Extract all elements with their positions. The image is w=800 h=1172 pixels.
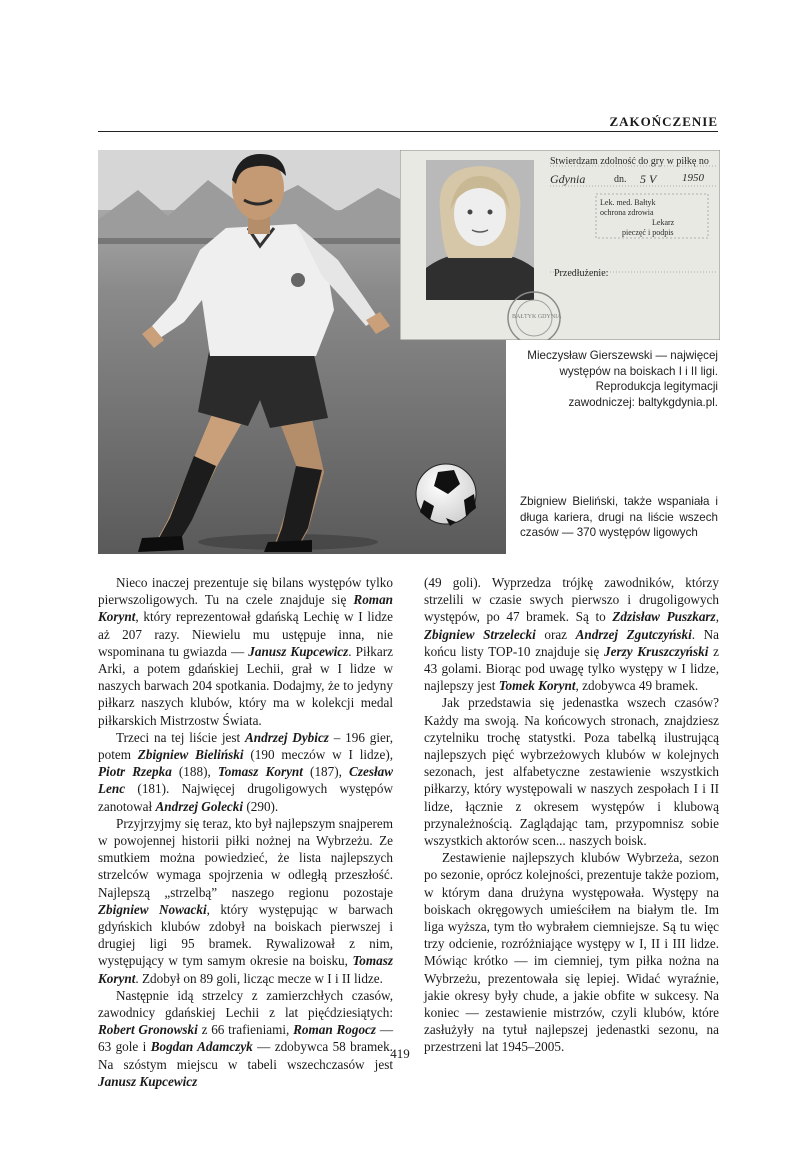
card-caption-line: zawodniczej: baltykgdynia.pl. xyxy=(568,395,718,409)
paragraph: Zestawienie najlepszych klubów Wybrzeża, sezon po sezonie, oprócz kolejności, prezentuje także poziom, w którym dana drużyna występowała. Występy na boiskach okręgowych umieściłem na białym tle. Im liga wyższa, tym tło wybrałem ciemniejsze. Są tu więc trzy odcienie, rozróżniające występy w I, II i III lidze. Mówiąc krótko — im ciemniej, tym piłka nożna na Wybrzeżu, prezentowała się lepiej. Widać wyraźnie, jakie okresy były chude, a jakie obfite w sukcesy. Na koniec — zestawienie mistrzów, czyli klubów, które zasłużyły na tytuł najlepszej jedenastki sezonu, na przestrzeni lat 1945–2005. xyxy=(424,850,719,1055)
card-stamp-1: Lek. med. Bałtyk xyxy=(600,198,656,207)
player-name: Janusz Kupcewicz xyxy=(248,643,349,659)
player-name: Bogdan Adamczyk xyxy=(150,1039,253,1055)
card-seal-text: BAŁTYK GDYNIA xyxy=(512,314,562,320)
paragraph: Przyjrzyjmy się teraz, kto był najlepszym snajperem w powojennej historii piłki nożnej na Wybrzeżu. Ze smutkiem można powiedzieć, że lista najlepszych strzelców wymaga spojrzenia w odległą przeszłość. Najlepszą „strzelbą” naszego regionu pozostaje Zbigniew Nowacki, który występując w barwach gdyńskich klubów zdobył na boiskach pierwszej i drugiej ligi 95 bramek. Rywalizował z nim, występujący w tym samym okresie na boisku, Tomasz Korynt. Zdobył on 89 goli, licząc mecze w I i II lidze. xyxy=(98,815,393,986)
player-name: Tomasz Korynt xyxy=(217,764,303,780)
player-name: Jerzy Kruszczyński xyxy=(604,643,709,659)
header-rule xyxy=(98,131,718,132)
player-name: Tomasz Korynt xyxy=(98,953,393,986)
photo-caption: Zbigniew Bieliński, także wspaniała i długa kariera, drugi na liście wszech czasów — 370 występów ligowych xyxy=(520,495,718,539)
card-dn: dn. xyxy=(614,174,627,185)
paragraph: (49 goli). Wyprzedza trójkę zawodników, którzy strzelili w czasie swych pierwszo i drugoligowych występów, po 47 bramek. Są to Zdzisław Puszkarz, Zbigniew Strzelecki oraz Andrzej Zgutczyński. Na końcu listy TOP-10 znajduje się Jerzy Kruszczyński z 43 golami. Biorąc pod uwagę tylko występy w I lidze, najlepszy jest Tomek Korynt, zdobywca 49 bramek. xyxy=(424,575,720,694)
player-name: Andrzej Dybicz xyxy=(245,729,329,745)
paragraph: Trzeci na tej liście jest Andrzej Dybicz – 196 gier, potem Zbigniew Bieliński (190 meczów w I lidze), Piotr Rzepka (188), Tomasz Korynt (187), Czesław Lenc (181). Najwięcej drugoligowych występów zanotował Andrzej Golecki (290). xyxy=(98,729,394,814)
player-name: Andrzej Zgutczyński xyxy=(575,626,692,642)
player-name: Janusz Kupcewicz xyxy=(98,1073,198,1089)
text-column-right xyxy=(424,574,719,1056)
player-name: Roman Rogocz xyxy=(293,1022,377,1038)
card-stamp-4: pieczęć i podpis xyxy=(622,228,674,237)
text-column-left xyxy=(98,574,393,1090)
running-header: ZAKOŃCZENIE xyxy=(609,114,718,129)
card-line-1: Stwierdzam zdolność do gry w piłkę no xyxy=(550,156,709,167)
player-name: Zbigniew Nowacki xyxy=(98,901,207,917)
card-extension-label: Przedłużenie: xyxy=(554,268,609,279)
card-caption-line: występów na boiskach I i II ligi. xyxy=(559,364,718,378)
card-stamp-3: Lekarz xyxy=(652,218,675,227)
player-name: Czesław Lenc xyxy=(98,764,393,797)
player-name: Zbigniew Strzelecki xyxy=(424,626,536,642)
card-place: Gdynia xyxy=(550,172,586,186)
player-name: Andrzej Golecki xyxy=(155,798,244,814)
page-number: 419 xyxy=(390,1046,410,1061)
player-name: Robert Gronowski xyxy=(98,1022,198,1038)
card-caption-line: Mieczysław Gierszewski — najwięcej xyxy=(527,349,718,362)
player-id-card xyxy=(400,150,720,340)
card-stamp-2: ochrona zdrowia xyxy=(600,208,654,217)
player-name: Tomek Korynt xyxy=(498,678,576,694)
player-name: Zbigniew Bieliński xyxy=(137,747,244,763)
player-name: Zdzisław Puszkarz xyxy=(612,609,716,625)
player-name: Roman Korynt xyxy=(98,592,393,625)
player-name: Piotr Rzepka xyxy=(98,764,172,780)
paragraph: Nieco inaczej prezentuje się bilans występów tylko pierwszoligowych. Tu na czele znajduje się Roman Korynt, który reprezentował gdańską Lechię w I lidze aż 207 razy. Niewielu mu ustępuje inna, nie wspominana tu gwiazda — Janusz Kupcewicz. Piłkarz Arki, a potem gdańskiej Lechii, grał w I lidze w naszych barwach 204 spotkania. Dodajmy, że to jedyny piłkarz naszych klubów, który ma w kolekcji medal piłkarskich Mistrzostw Świata. xyxy=(98,575,393,728)
card-date: 5 V xyxy=(640,172,657,186)
card-caption xyxy=(520,348,718,410)
paragraph: Jak przedstawia się jedenastka wszech czasów? Każdy ma swoją. Na końcowych stronach, znajdziesz czytelniku trochę statystki. Poza tabelką ilustrującą najlepszych pięć wybrzeżowych klubów w kolejnych sezonach, jest alfabetyczne zestawienie wszystkich piłkarzy, który występowali w naszych zespołach I i II lidze, łącznie z okresem występów i klubową przynależnością. Zaglądając tam, przypomnisz sobie wszystkich aktorów scen... naszych boisk. xyxy=(424,695,719,849)
card-year: 1950 xyxy=(682,172,704,184)
card-caption-line: Reprodukcja legitymacji xyxy=(595,380,718,393)
paragraph: Następnie idą strzelcy z zamierzchłych czasów, zawodnicy gdańskiej Lechii z lat pięćdziesiątych: Robert Gronowski z 66 trafieniami, Roman Rogocz — 63 gole i Bogdan Adamczyk — zdobywca 58 bramek. Na szóstym miejscu w tabeli wszechczasów jest Janusz Kupcewicz xyxy=(98,987,394,1089)
